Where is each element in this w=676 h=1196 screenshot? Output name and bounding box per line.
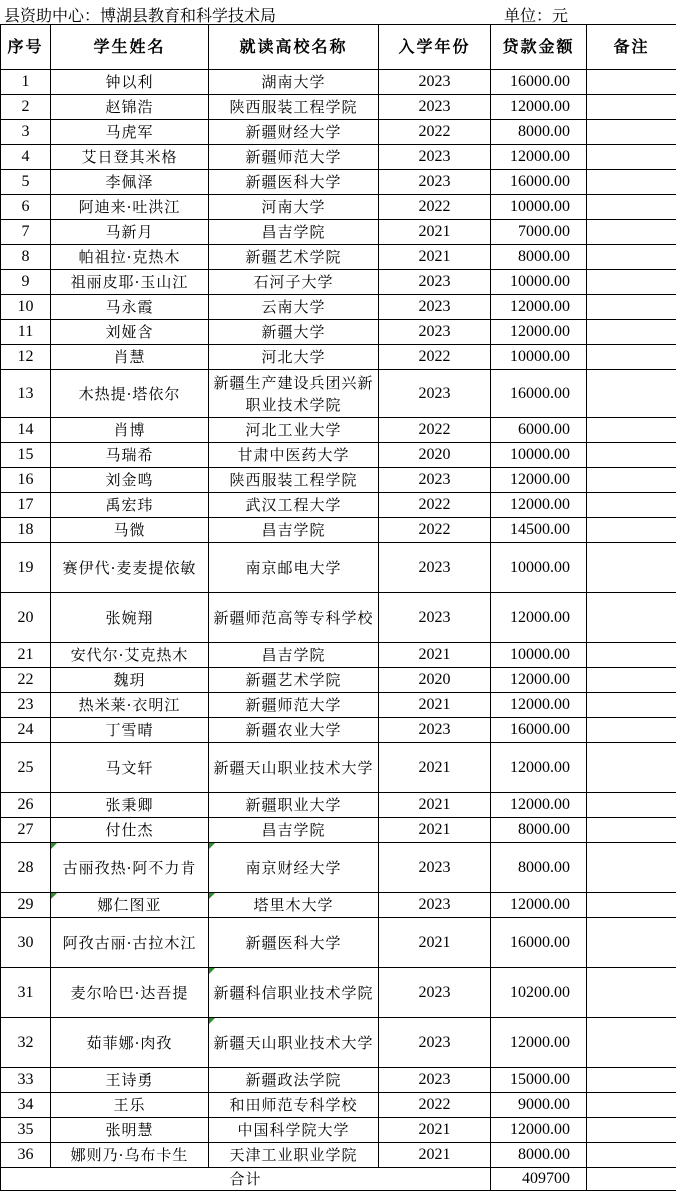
student-name: 李佩泽 <box>51 170 209 195</box>
enroll-year: 2022 <box>379 418 491 443</box>
school-name: 新疆医科大学 <box>209 170 379 195</box>
student-name: 赵锦浩 <box>51 95 209 120</box>
school-name: 湖南大学 <box>209 70 379 95</box>
school-name: 昌吉学院 <box>209 643 379 668</box>
loan-amount: 16000.00 <box>491 718 587 743</box>
loan-amount: 12000.00 <box>491 145 587 170</box>
row-number: 30 <box>1 918 51 968</box>
table-row <box>1 370 676 418</box>
enroll-year: 2023 <box>379 1018 491 1068</box>
issuing-office: 县资助中心：博湖县教育和科学技术局 <box>4 6 277 25</box>
table-row <box>1 1118 676 1143</box>
row-number: 21 <box>1 643 51 668</box>
table-row <box>1 1018 676 1068</box>
note-cell <box>587 120 676 145</box>
note-cell <box>587 893 676 918</box>
enroll-year: 2021 <box>379 693 491 718</box>
note-cell <box>587 345 676 370</box>
row-number: 14 <box>1 418 51 443</box>
student-name: 马文轩 <box>51 743 209 793</box>
student-name: 娜仁图亚 <box>51 893 209 918</box>
student-name: 刘金鸣 <box>51 468 209 493</box>
total-row <box>1 1168 676 1191</box>
note-cell <box>587 70 676 95</box>
table-row <box>1 95 676 120</box>
student-name: 祖丽皮耶·玉山江 <box>51 270 209 295</box>
student-name: 马新月 <box>51 220 209 245</box>
enroll-year: 2023 <box>379 170 491 195</box>
school-name: 新疆职业大学 <box>209 793 379 818</box>
loan-amount: 12000.00 <box>491 893 587 918</box>
loan-amount: 12000.00 <box>491 743 587 793</box>
note-cell <box>587 1118 676 1143</box>
note-cell <box>587 1018 676 1068</box>
note-cell <box>587 718 676 743</box>
student-name: 魏玥 <box>51 668 209 693</box>
school-name: 新疆医科大学 <box>209 918 379 968</box>
loan-amount: 10000.00 <box>491 543 587 593</box>
total-label: 合计 <box>1 1168 491 1191</box>
table-row <box>1 968 676 1018</box>
col-header-school: 就读高校名称 <box>209 25 379 70</box>
student-name: 马微 <box>51 518 209 543</box>
enroll-year: 2023 <box>379 968 491 1018</box>
note-cell <box>587 593 676 643</box>
enroll-year: 2023 <box>379 95 491 120</box>
row-number: 19 <box>1 543 51 593</box>
note-cell <box>587 195 676 220</box>
enroll-year: 2022 <box>379 345 491 370</box>
table-row <box>1 1093 676 1118</box>
row-number: 18 <box>1 518 51 543</box>
loan-amount: 8000.00 <box>491 120 587 145</box>
enroll-year: 2023 <box>379 1068 491 1093</box>
row-number: 5 <box>1 170 51 195</box>
school-name: 昌吉学院 <box>209 220 379 245</box>
school-name: 石河子大学 <box>209 270 379 295</box>
student-name: 安代尔·艾克热木 <box>51 643 209 668</box>
enroll-year: 2020 <box>379 443 491 468</box>
note-cell <box>587 270 676 295</box>
row-number: 34 <box>1 1093 51 1118</box>
note-cell <box>587 968 676 1018</box>
student-name: 丁雪晴 <box>51 718 209 743</box>
total-note <box>587 1168 676 1191</box>
note-cell <box>587 370 676 418</box>
loan-amount: 16000.00 <box>491 370 587 418</box>
school-name: 南京财经大学 <box>209 843 379 893</box>
enroll-year: 2022 <box>379 518 491 543</box>
note-cell <box>587 643 676 668</box>
loan-amount: 6000.00 <box>491 418 587 443</box>
school-name: 武汉工程大学 <box>209 493 379 518</box>
col-header-amount: 贷款金额 <box>491 25 587 70</box>
note-cell <box>587 843 676 893</box>
loan-amount: 8000.00 <box>491 1143 587 1168</box>
enroll-year: 2022 <box>379 120 491 145</box>
row-number: 32 <box>1 1018 51 1068</box>
row-number: 9 <box>1 270 51 295</box>
student-name: 艾日登其米格 <box>51 145 209 170</box>
school-name: 新疆天山职业技术大学 <box>209 743 379 793</box>
total-value: 409700 <box>491 1168 587 1191</box>
table-row <box>1 818 676 843</box>
loan-amount: 10200.00 <box>491 968 587 1018</box>
loan-amount: 10000.00 <box>491 195 587 220</box>
school-name: 新疆师范高等专科学校 <box>209 593 379 643</box>
loan-amount: 12000.00 <box>491 1118 587 1143</box>
table-row <box>1 270 676 295</box>
row-number: 12 <box>1 345 51 370</box>
table-row <box>1 295 676 320</box>
note-cell <box>587 95 676 120</box>
row-number: 35 <box>1 1118 51 1143</box>
loan-amount: 15000.00 <box>491 1068 587 1093</box>
student-name: 王诗勇 <box>51 1068 209 1093</box>
enroll-year: 2021 <box>379 220 491 245</box>
enroll-year: 2023 <box>379 843 491 893</box>
loan-amount: 14500.00 <box>491 518 587 543</box>
enroll-year: 2021 <box>379 245 491 270</box>
student-name: 肖慧 <box>51 345 209 370</box>
row-number: 3 <box>1 120 51 145</box>
row-number: 28 <box>1 843 51 893</box>
note-cell <box>587 693 676 718</box>
school-name: 新疆师范大学 <box>209 145 379 170</box>
school-name: 河北工业大学 <box>209 418 379 443</box>
table-row <box>1 1143 676 1168</box>
school-name: 新疆师范大学 <box>209 693 379 718</box>
school-name: 新疆艺术学院 <box>209 245 379 270</box>
enroll-year: 2021 <box>379 918 491 968</box>
school-name: 南京邮电大学 <box>209 543 379 593</box>
student-name: 刘娅含 <box>51 320 209 345</box>
note-cell <box>587 818 676 843</box>
table-row <box>1 443 676 468</box>
school-name: 云南大学 <box>209 295 379 320</box>
loan-amount: 12000.00 <box>491 320 587 345</box>
enroll-year: 2023 <box>379 145 491 170</box>
student-name: 赛伊代·麦麦提依敏 <box>51 543 209 593</box>
table-row <box>1 843 676 893</box>
loan-table <box>0 24 676 1191</box>
student-name: 古丽孜热·阿不力肯 <box>51 843 209 893</box>
row-number: 6 <box>1 195 51 220</box>
school-name: 新疆生产建设兵团兴新职业技术学院 <box>209 370 379 418</box>
table-row <box>1 743 676 793</box>
student-name: 张婉翔 <box>51 593 209 643</box>
table-row <box>1 468 676 493</box>
loan-amount: 12000.00 <box>491 468 587 493</box>
loan-amount: 10000.00 <box>491 643 587 668</box>
enroll-year: 2023 <box>379 370 491 418</box>
student-name: 张明慧 <box>51 1118 209 1143</box>
note-cell <box>587 170 676 195</box>
loan-amount: 12000.00 <box>491 668 587 693</box>
school-name: 陕西服装工程学院 <box>209 95 379 120</box>
student-name: 马永霞 <box>51 295 209 320</box>
note-cell <box>587 468 676 493</box>
enroll-year: 2021 <box>379 743 491 793</box>
student-name: 茹菲娜·肉孜 <box>51 1018 209 1068</box>
note-cell <box>587 743 676 793</box>
enroll-year: 2021 <box>379 818 491 843</box>
enroll-year: 2022 <box>379 493 491 518</box>
school-name: 中国科学院大学 <box>209 1118 379 1143</box>
table-row <box>1 1068 676 1093</box>
enroll-year: 2022 <box>379 1093 491 1118</box>
school-name: 陕西服装工程学院 <box>209 468 379 493</box>
table-row <box>1 643 676 668</box>
note-cell <box>587 1143 676 1168</box>
row-number: 25 <box>1 743 51 793</box>
note-cell <box>587 918 676 968</box>
school-name: 天津工业职业学院 <box>209 1143 379 1168</box>
student-name: 张秉卿 <box>51 793 209 818</box>
note-cell <box>587 668 676 693</box>
row-number: 10 <box>1 295 51 320</box>
row-number: 13 <box>1 370 51 418</box>
table-row <box>1 693 676 718</box>
enroll-year: 2022 <box>379 195 491 220</box>
student-name: 付仕杰 <box>51 818 209 843</box>
enroll-year: 2023 <box>379 270 491 295</box>
row-number: 23 <box>1 693 51 718</box>
row-number: 36 <box>1 1143 51 1168</box>
loan-amount: 12000.00 <box>491 95 587 120</box>
table-row <box>1 893 676 918</box>
school-name: 昌吉学院 <box>209 518 379 543</box>
row-number: 11 <box>1 320 51 345</box>
report-header <box>0 0 676 24</box>
row-number: 22 <box>1 668 51 693</box>
school-name: 新疆农业大学 <box>209 718 379 743</box>
school-name: 河南大学 <box>209 195 379 220</box>
enroll-year: 2023 <box>379 543 491 593</box>
table-row <box>1 195 676 220</box>
school-name: 和田师范专科学校 <box>209 1093 379 1118</box>
student-name: 马虎军 <box>51 120 209 145</box>
note-cell <box>587 493 676 518</box>
student-name: 钟以利 <box>51 70 209 95</box>
row-number: 17 <box>1 493 51 518</box>
student-name: 木热提·塔依尔 <box>51 370 209 418</box>
student-name: 禹宏玮 <box>51 493 209 518</box>
table-row <box>1 418 676 443</box>
loan-amount: 8000.00 <box>491 843 587 893</box>
row-number: 4 <box>1 145 51 170</box>
loan-amount: 16000.00 <box>491 170 587 195</box>
row-number: 26 <box>1 793 51 818</box>
enroll-year: 2023 <box>379 718 491 743</box>
table-row <box>1 145 676 170</box>
note-cell <box>587 295 676 320</box>
loan-amount: 10000.00 <box>491 345 587 370</box>
table-row <box>1 493 676 518</box>
school-name: 新疆艺术学院 <box>209 668 379 693</box>
student-name: 娜则乃·乌布卡生 <box>51 1143 209 1168</box>
col-header-no: 序号 <box>1 25 51 70</box>
school-name: 塔里木大学 <box>209 893 379 918</box>
table-row <box>1 345 676 370</box>
loan-amount: 12000.00 <box>491 693 587 718</box>
note-cell <box>587 1093 676 1118</box>
school-name: 昌吉学院 <box>209 818 379 843</box>
row-number: 27 <box>1 818 51 843</box>
note-cell <box>587 245 676 270</box>
table-row <box>1 918 676 968</box>
row-number: 31 <box>1 968 51 1018</box>
enroll-year: 2021 <box>379 1118 491 1143</box>
school-name: 新疆大学 <box>209 320 379 345</box>
table-row <box>1 245 676 270</box>
loan-amount: 8000.00 <box>491 245 587 270</box>
table-row <box>1 718 676 743</box>
loan-amount: 16000.00 <box>491 918 587 968</box>
row-number: 29 <box>1 893 51 918</box>
enroll-year: 2023 <box>379 593 491 643</box>
note-cell <box>587 518 676 543</box>
note-cell <box>587 418 676 443</box>
table-row <box>1 120 676 145</box>
school-name: 甘肃中医药大学 <box>209 443 379 468</box>
col-header-name: 学生姓名 <box>51 25 209 70</box>
table-row <box>1 220 676 245</box>
loan-amount: 12000.00 <box>491 793 587 818</box>
note-cell <box>587 1068 676 1093</box>
table-row <box>1 793 676 818</box>
school-name: 新疆天山职业技术大学 <box>209 1018 379 1068</box>
col-header-note: 备注 <box>587 25 676 70</box>
student-name: 王乐 <box>51 1093 209 1118</box>
enroll-year: 2023 <box>379 468 491 493</box>
row-number: 7 <box>1 220 51 245</box>
table-row <box>1 170 676 195</box>
note-cell <box>587 320 676 345</box>
student-name: 肖博 <box>51 418 209 443</box>
school-name: 新疆科信职业技术学院 <box>209 968 379 1018</box>
col-header-year: 入学年份 <box>379 25 491 70</box>
note-cell <box>587 145 676 170</box>
table-row <box>1 593 676 643</box>
enroll-year: 2021 <box>379 1143 491 1168</box>
row-number: 8 <box>1 245 51 270</box>
note-cell <box>587 793 676 818</box>
student-name: 阿迪来·吐洪江 <box>51 195 209 220</box>
note-cell <box>587 543 676 593</box>
enroll-year: 2020 <box>379 668 491 693</box>
table-row <box>1 320 676 345</box>
table-body <box>1 70 676 1168</box>
row-number: 15 <box>1 443 51 468</box>
loan-amount: 7000.00 <box>491 220 587 245</box>
table-row <box>1 70 676 95</box>
row-number: 33 <box>1 1068 51 1093</box>
loan-amount: 12000.00 <box>491 493 587 518</box>
school-name: 新疆财经大学 <box>209 120 379 145</box>
school-name: 河北大学 <box>209 345 379 370</box>
table-row <box>1 668 676 693</box>
student-name: 热米莱·衣明江 <box>51 693 209 718</box>
row-number: 16 <box>1 468 51 493</box>
loan-amount: 10000.00 <box>491 270 587 295</box>
enroll-year: 2023 <box>379 70 491 95</box>
row-number: 24 <box>1 718 51 743</box>
student-name: 阿孜古丽·古拉木江 <box>51 918 209 968</box>
row-number: 20 <box>1 593 51 643</box>
note-cell <box>587 443 676 468</box>
row-number: 2 <box>1 95 51 120</box>
enroll-year: 2021 <box>379 793 491 818</box>
enroll-year: 2023 <box>379 320 491 345</box>
loan-amount: 12000.00 <box>491 295 587 320</box>
enroll-year: 2021 <box>379 643 491 668</box>
unit-label: 单位：元 <box>504 6 569 25</box>
loan-amount: 16000.00 <box>491 70 587 95</box>
loan-amount: 12000.00 <box>491 593 587 643</box>
header-row <box>1 25 676 70</box>
loan-amount: 9000.00 <box>491 1093 587 1118</box>
note-cell <box>587 220 676 245</box>
school-name: 新疆政法学院 <box>209 1068 379 1093</box>
loan-amount: 10000.00 <box>491 443 587 468</box>
table-row <box>1 518 676 543</box>
table-row <box>1 543 676 593</box>
student-name: 马瑞希 <box>51 443 209 468</box>
student-name: 帕祖拉·克热木 <box>51 245 209 270</box>
loan-amount: 12000.00 <box>491 1018 587 1068</box>
student-name: 麦尔哈巴·达吾提 <box>51 968 209 1018</box>
loan-amount: 8000.00 <box>491 818 587 843</box>
enroll-year: 2023 <box>379 893 491 918</box>
enroll-year: 2023 <box>379 295 491 320</box>
row-number: 1 <box>1 70 51 95</box>
